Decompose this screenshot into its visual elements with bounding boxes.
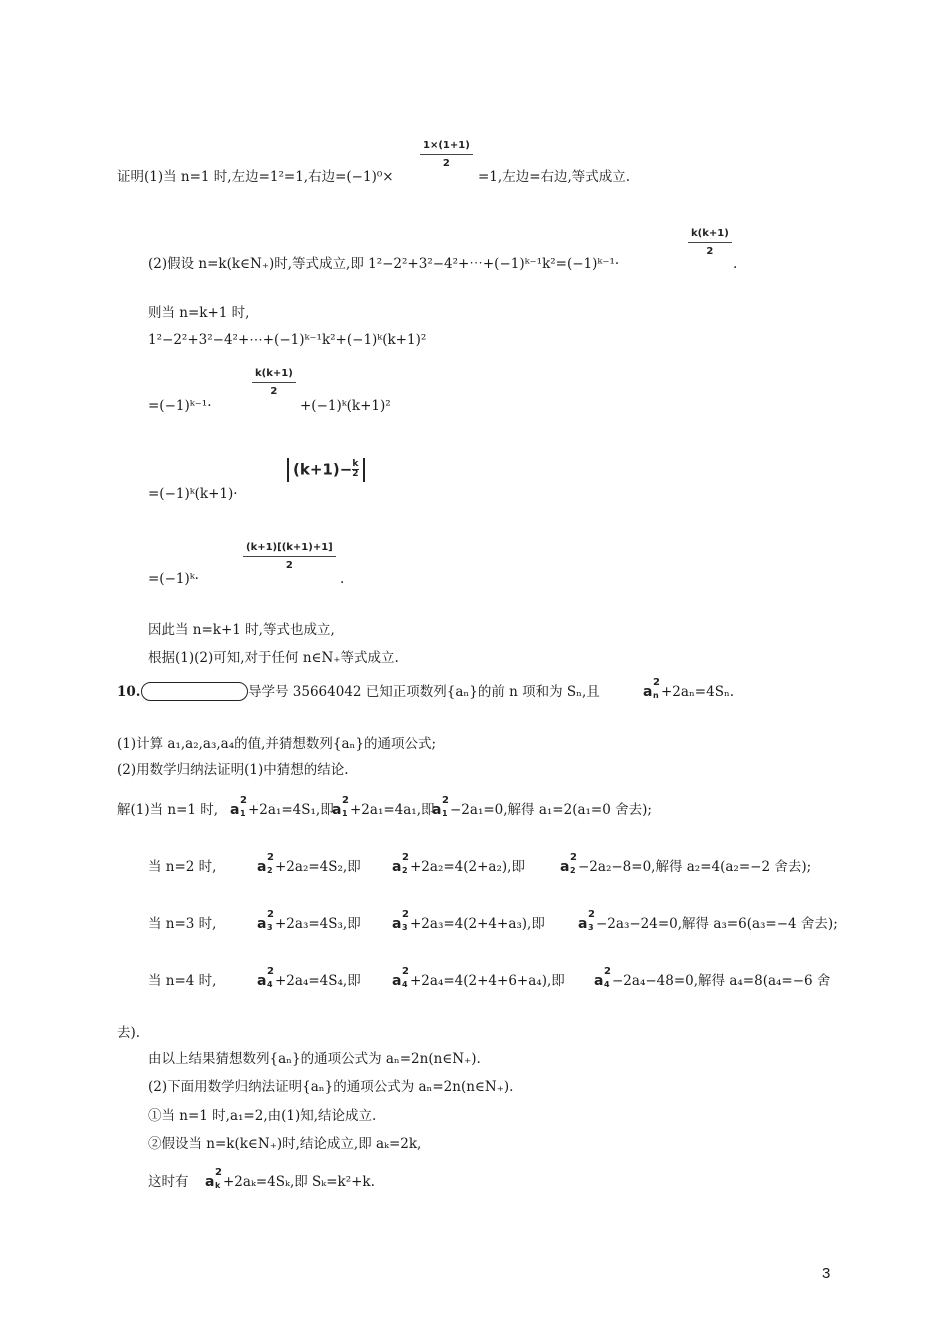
proof-line-5-right: +(−1)ᵏ(k+1)² [300,398,391,414]
sol-r4-t1: +2a₄=4S₄,即 [275,973,361,989]
a3-squared-1: a 2 3 [257,909,274,932]
sol-r4-t2: +2a₄=4(2+4+6+a₄),即 [410,973,565,989]
a2-squared-3: a 2 2 [560,852,577,875]
sol-r4-cont: 去). [117,1025,141,1041]
sol-c3-lead: 这时有 [148,1174,189,1190]
problem-stem-post: +2aₙ=4Sₙ. [661,684,735,700]
sol-r1-lead: 解(1)当 n=1 时, [117,802,219,818]
proof-line-3: 则当 n=k+1 时, [148,305,250,321]
sol-r1-t1: +2a₁=4S₁,即 [248,802,334,818]
proof-line-5-left: =(−1)ᵏ⁻¹· [148,398,212,414]
fraction-k-kplus1-over-2-a: $\frac{k(k+1)}{2}$ [688,228,732,258]
sol-r1-t3: −2a₁=0,解得 a₁=2(a₁=0 舍去); [450,802,652,818]
sol-r4-t3: −2a₄−48=0,解得 a₄=8(a₄=−6 舍 [612,973,831,989]
sol-r2-t3: −2a₂−8=0,解得 a₂=4(a₂=−2 舍去); [578,859,812,875]
proof-line-6: =(−1)ᵏ(k+1)· [148,486,238,502]
a4-squared-1: a 2 4 [257,966,274,989]
a2-squared-1: a 2 2 [257,852,274,875]
question-2: (2)用数学归纳法证明(1)中猜想的结论. [117,762,349,778]
a4-squared-3: a 2 4 [594,966,611,989]
a4-squared-2: a 2 4 [392,966,409,989]
sol-r2-lead: 当 n=2 时, [148,859,217,875]
sol-r3-t2: +2a₃=4(2+4+a₃),即 [410,916,545,932]
proof-line-9: 根据(1)(2)可知,对于任何 n∈N₊等式成立. [148,650,399,666]
proof-line-8: 因此当 n=k+1 时,等式也成立, [148,622,335,638]
a1-squared-2: a 2 1 [332,795,349,818]
fraction-1x1plus1-over-2: $\frac{1\times(1+1)}{2}$ [420,140,473,170]
sol-r1-t2: +2a₁=4a₁,即 [350,802,435,818]
proof-line-1-right: =1,左边=右边,等式成立. [478,169,631,185]
problem-number: 10. [117,684,141,700]
page-number: 3 [822,1265,831,1282]
sol-r3-t1: +2a₃=4S₃,即 [275,916,361,932]
question-1: (1)计算 a₁,a₂,a₃,a₄的值,并猜想数列{aₙ}的通项公式; [117,736,437,752]
proof-line-2: (2)假设 n=k(k∈N₊)时,等式成立,即 1²−2²+3²−4²+⋯+(−1)ᵏ⁻¹k²=(−1)ᵏ⁻¹· [148,256,620,272]
proof-line-1-left: 证明(1)当 n=1 时,左边=1²=1,右边=(−1)⁰× [117,169,394,185]
sol-r3-t3: −2a₃−24=0,解得 a₃=6(a₃=−4 舍去); [596,916,838,932]
sol-r4-lead: 当 n=4 时, [148,973,217,989]
sol-case-1: ①当 n=1 时,a₁=2,由(1)知,结论成立. [148,1108,377,1124]
problem-stem-pre: 导学号 35664042 已知正项数列{aₙ}的前 n 项和为 Sₙ,且 [248,684,600,700]
a1-squared-1: a 2 1 [230,795,247,818]
sol-conjecture: 由以上结果猜想数列{aₙ}的通项公式为 aₙ=2n(n∈N₊). [148,1051,481,1067]
sol-r2-t1: +2a₂=4S₂,即 [275,859,361,875]
sol-part-2: (2)下面用数学归纳法证明{aₙ}的通项公式为 aₙ=2n(n∈N₊). [148,1079,514,1095]
a-n-squared: a 2 n [643,677,660,700]
a3-squared-2: a 2 3 [392,909,409,932]
a3-squared-3: a 2 3 [578,909,595,932]
a1-squared-3: a 2 1 [432,795,449,818]
proof-line-4: 1²−2²+3²−4²+⋯+(−1)ᵏ⁻¹k²+(−1)ᵏ(k+1)² [148,332,427,348]
proof-line-7-end: . [340,571,345,587]
sol-case-2: ②假设当 n=k(k∈N₊)时,结论成立,即 aₖ=2k, [148,1136,422,1152]
bracket-expression: (k+1)− $\frac{k}{2}$ [287,458,365,482]
sol-c3-rest: +2aₖ=4Sₖ,即 Sₖ=k²+k. [223,1174,375,1190]
label-box [141,682,248,701]
sol-r2-t2: +2a₂=4(2+a₂),即 [410,859,525,875]
proof-line-2-end: . [733,256,738,272]
fraction-k-kplus1-over-2-b: $\frac{k(k+1)}{2}$ [252,368,296,398]
sol-r3-lead: 当 n=3 时, [148,916,217,932]
a2-squared-2: a 2 2 [392,852,409,875]
fraction-final: $\frac{(k+1)[(k+1)+1]}{2}$ [243,542,336,572]
proof-line-7: =(−1)ᵏ· [148,571,199,587]
ak-squared: a 2 k [205,1167,222,1190]
